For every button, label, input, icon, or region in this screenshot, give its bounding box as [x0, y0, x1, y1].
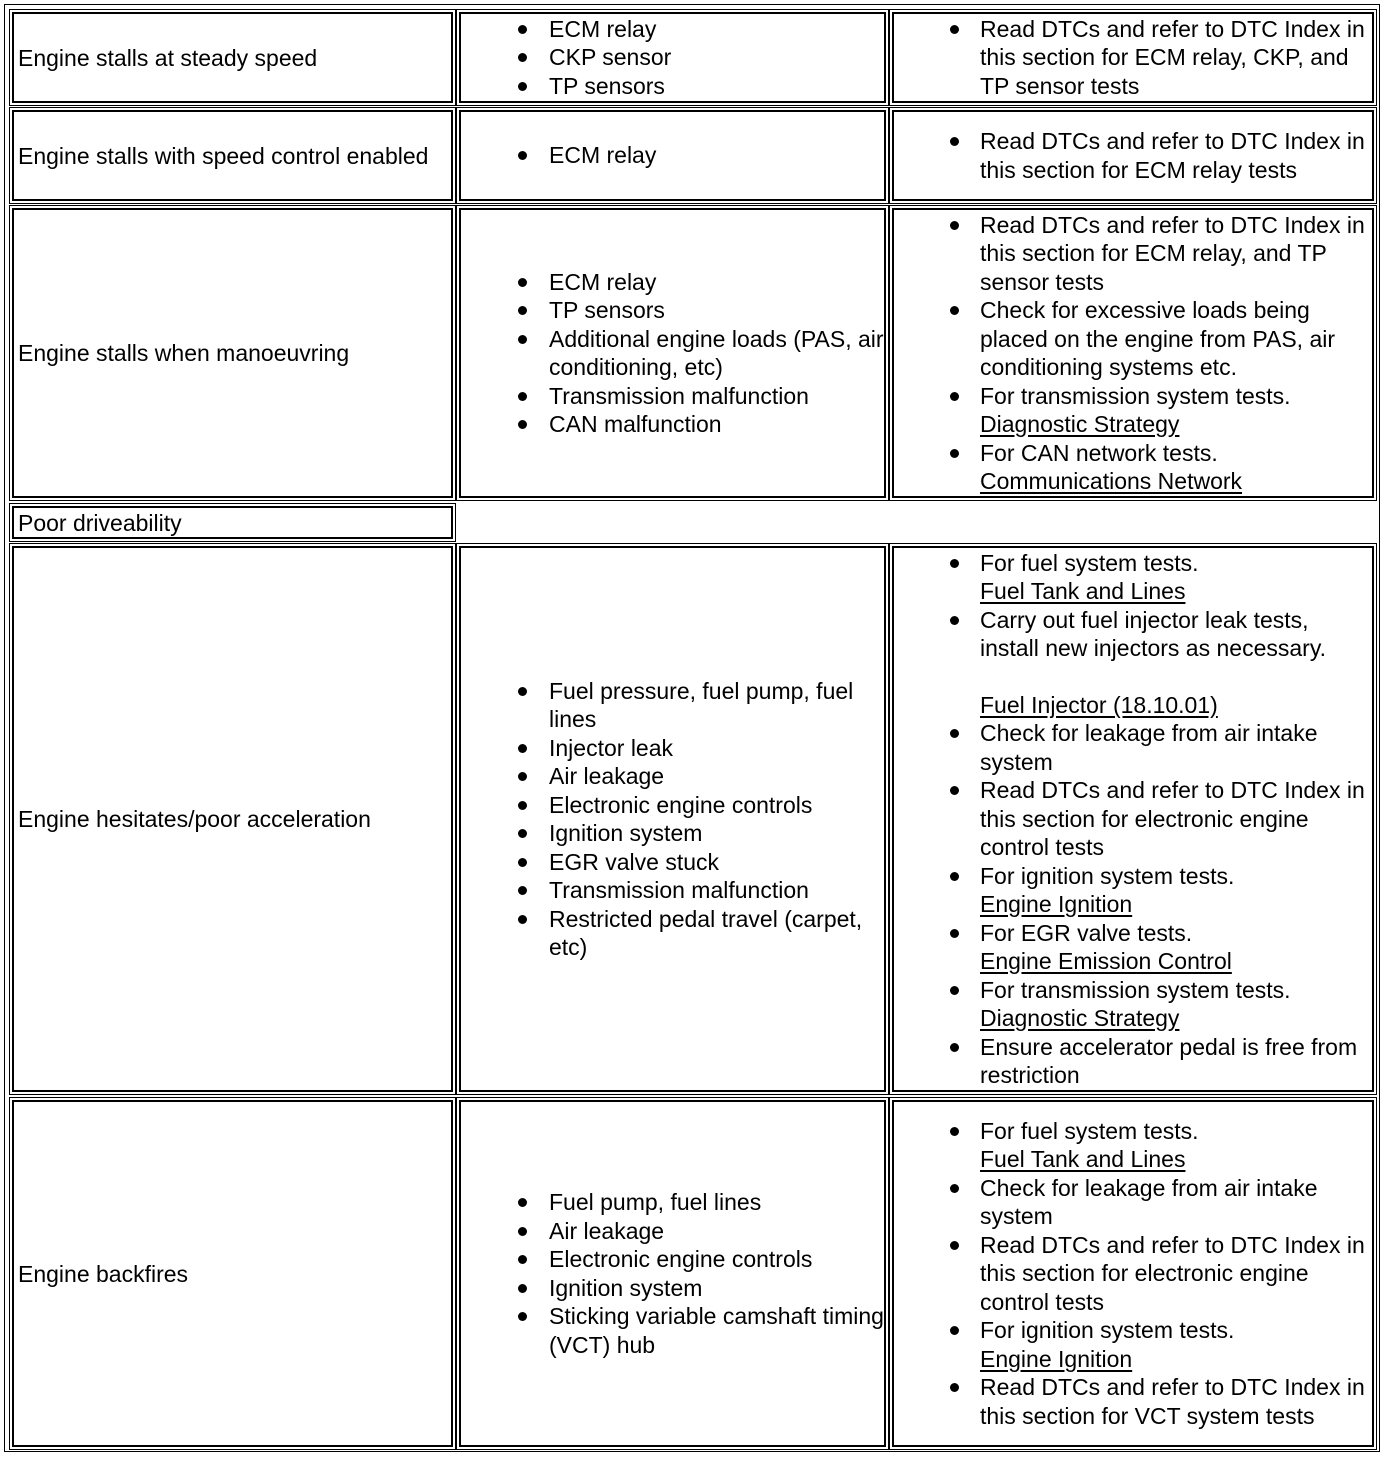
causes-list [461, 677, 884, 962]
causes-list [461, 15, 884, 101]
cause-item: Electronic engine controls [461, 1245, 884, 1274]
diagnostic-strategy-link[interactable]: Diagnostic Strategy [980, 411, 1180, 437]
symptom-cell [12, 110, 453, 201]
actions-cell [892, 546, 1374, 1092]
cause-item: TP sensors [461, 296, 884, 325]
actions-cell [892, 110, 1374, 201]
action-item [894, 606, 1372, 720]
actions-cell [892, 208, 1374, 498]
action-text: For ignition system tests. [980, 862, 1235, 889]
action-text: Read DTCs and refer to DTC Index in this section for ECM relay tests [980, 128, 1365, 183]
fuel-tank-and-lines-link[interactable]: Fuel Tank and Lines [980, 578, 1186, 604]
cause-item: Transmission malfunction [461, 876, 884, 905]
symptom-text: Engine stalls when manoeuvring [18, 340, 350, 366]
action-item [894, 1174, 1372, 1231]
cause-item: ECM relay [461, 141, 884, 170]
actions-cell [892, 12, 1374, 103]
cause-item: EGR valve stuck [461, 848, 884, 877]
cause-item: ECM relay [461, 15, 884, 44]
cause-item: Electronic engine controls [461, 791, 884, 820]
cause-item: Air leakage [461, 762, 884, 791]
cause-item: Fuel pump, fuel lines [461, 1188, 884, 1217]
symptom-text: Engine stalls at steady speed [18, 44, 318, 71]
action-item [894, 1316, 1372, 1373]
action-text: Read DTCs and refer to DTC Index in this section for ECM relay, and TP sensor tests [980, 211, 1365, 295]
action-item [894, 1033, 1372, 1090]
action-item [894, 382, 1372, 439]
causes-list [461, 141, 884, 170]
causes-cell [459, 12, 886, 103]
cause-item: Air leakage [461, 1217, 884, 1246]
symptom-cell [12, 208, 453, 498]
action-text: Check for leakage from air intake system [980, 720, 1318, 775]
cause-item: Fuel pressure, fuel pump, fuel lines [461, 677, 884, 734]
cause-item: Restricted pedal travel (carpet, etc) [461, 905, 884, 962]
action-text: Check for excessive loads being placed on the engine from PAS, air conditioning systems etc. [980, 297, 1336, 380]
cause-item: ECM relay [461, 268, 884, 297]
action-item [894, 862, 1372, 919]
action-item [894, 127, 1372, 184]
cause-item: Sticking variable camshaft timing (VCT) hub [461, 1302, 884, 1359]
action-text: For CAN network tests. [980, 439, 1218, 466]
cause-item: Ignition system [461, 819, 884, 848]
diagnostic-strategy-link[interactable]: Diagnostic Strategy [980, 1005, 1180, 1031]
cause-item: Transmission malfunction [461, 382, 884, 411]
action-item [894, 439, 1372, 496]
cause-item: CKP sensor [461, 43, 884, 72]
action-text: Check for leakage from air intake system [980, 1174, 1318, 1230]
engine-emission-control-link[interactable]: Engine Emission Control [980, 948, 1232, 974]
cause-item: Additional engine loads (PAS, air conditioning, etc) [461, 325, 884, 382]
symptom-text: Engine backfires [18, 1260, 189, 1287]
action-text: Read DTCs and refer to DTC Index in this section for electronic engine control tests [980, 777, 1365, 860]
action-text: For EGR valve tests. [980, 919, 1193, 946]
fuel-injector-link[interactable]: Fuel Injector (18.10.01) [980, 691, 1218, 718]
causes-cell [459, 1100, 886, 1447]
causes-list [461, 1188, 884, 1359]
action-item [894, 1231, 1372, 1317]
symptom-cell [12, 12, 453, 103]
section-heading: Poor driveability [18, 509, 182, 536]
action-text: Read DTCs and refer to DTC Index in this section for VCT system tests [980, 1374, 1365, 1429]
causes-cell [459, 546, 886, 1092]
fuel-tank-and-lines-link[interactable]: Fuel Tank and Lines [980, 1146, 1186, 1173]
action-text: For fuel system tests. [980, 1117, 1199, 1144]
causes-cell [459, 110, 886, 201]
action-text: Read DTCs and refer to DTC Index in this section for electronic engine control tests [980, 1231, 1365, 1315]
section-heading-cell [12, 506, 453, 539]
causes-cell [459, 208, 886, 498]
action-item [894, 549, 1372, 606]
action-text: For transmission system tests. [980, 976, 1291, 1003]
action-item [894, 1117, 1372, 1174]
action-item [894, 15, 1372, 101]
symptom-text: Engine stalls with speed control enabled [18, 142, 429, 169]
symptom-cell [12, 1100, 453, 1447]
actions-list [894, 15, 1372, 101]
cause-item: TP sensors [461, 72, 884, 101]
action-text: For transmission system tests. [980, 382, 1291, 409]
actions-list [894, 1117, 1372, 1431]
cause-item: Injector leak [461, 734, 884, 763]
actions-list [894, 549, 1372, 1090]
action-item [894, 719, 1372, 776]
actions-cell [892, 1100, 1374, 1447]
communications-network-link[interactable]: Communications Network [980, 468, 1243, 494]
action-text: Carry out fuel injector leak tests, install new injectors as necessary. [980, 606, 1326, 661]
action-text: Ensure accelerator pedal is free from restriction [980, 1033, 1358, 1088]
symptom-text: Engine hesitates/poor acceleration [18, 806, 371, 832]
actions-list [894, 127, 1372, 184]
causes-list [461, 268, 884, 439]
actions-list [894, 211, 1372, 496]
engine-ignition-link[interactable]: Engine Ignition [980, 1345, 1133, 1372]
symptom-cell [12, 546, 453, 1092]
engine-ignition-link[interactable]: Engine Ignition [980, 891, 1133, 917]
action-item [894, 211, 1372, 297]
cause-item: Ignition system [461, 1274, 884, 1303]
cause-item: CAN malfunction [461, 410, 884, 439]
action-item [894, 919, 1372, 976]
action-item [894, 296, 1372, 382]
action-text: Read DTCs and refer to DTC Index in this section for ECM relay, CKP, and TP sensor tests [980, 15, 1365, 99]
action-item [894, 776, 1372, 862]
action-text: For ignition system tests. [980, 1317, 1235, 1344]
action-item [894, 1373, 1372, 1430]
action-text: For fuel system tests. [980, 549, 1199, 576]
action-item [894, 976, 1372, 1033]
